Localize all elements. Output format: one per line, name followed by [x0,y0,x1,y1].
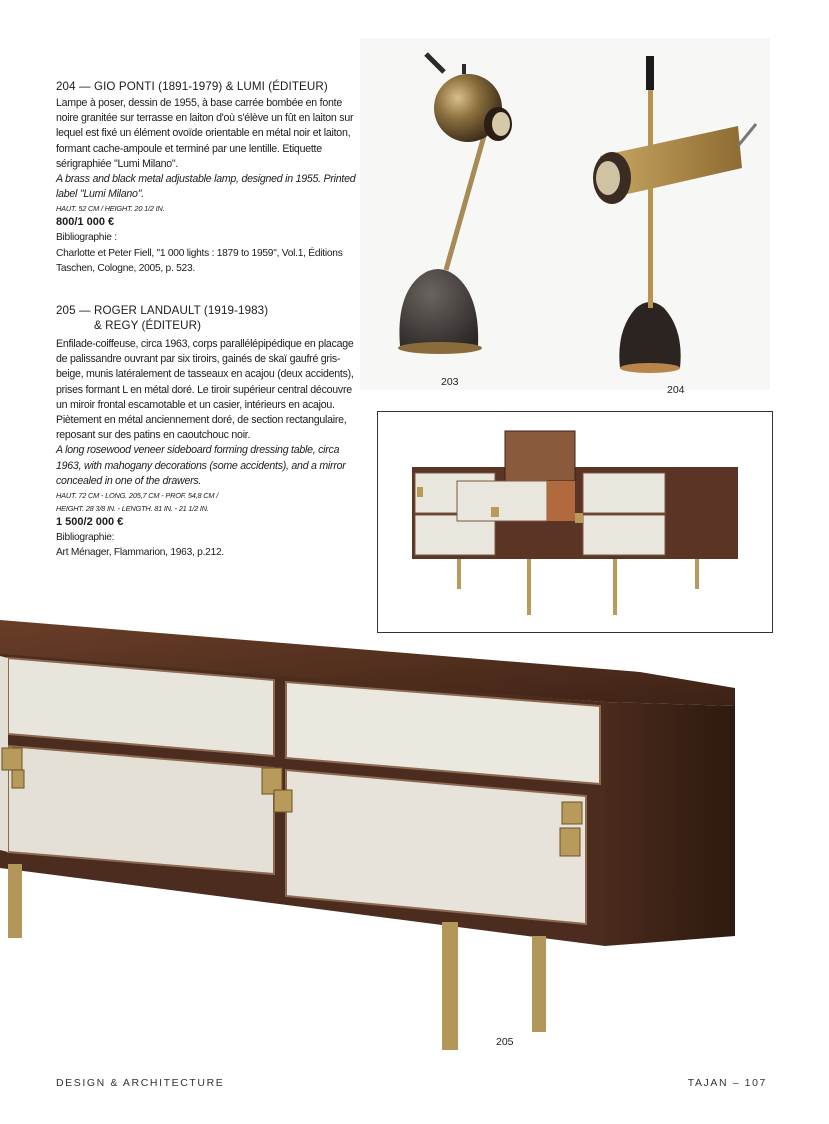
lot-205-biblio-label: Bibliographie: [56,532,115,544]
sideboard-inset-photo [377,411,773,633]
lot-204-description-en: A brass and black metal adjustable lamp, designed in 1955. Printed label "Lumi Milano". [56,173,356,201]
sideboard-side [605,702,735,946]
lot-205-header-line1: 205 — ROGER LANDAULT (1919-1983) [56,304,269,317]
caption-205: 205 [496,1036,514,1048]
lot-205-dimensions-line2: HEIGHT. 28 3/8 IN. - LENGTH. 81 IN. - 21 1/2 IN. [56,504,209,514]
lot-205-bibliography: Art Ménager, Flammarion, 1963, p.212. [56,547,224,559]
sideboard-large-photo [0,606,829,1066]
lot-205-description-en: A long rosewood veneer sideboard forming dressing table, circa 1963, with mahogany decorations (some accidents), and a mirror concealed in one of the drawers. [56,444,346,487]
caption-204: 204 [667,384,685,396]
lot-204-biblio-label: Bibliographie : [56,232,117,244]
footer-section-title: DESIGN & ARCHITECTURE [56,1077,225,1089]
lot-205-dimensions-line1: HAUT. 72 CM - LONG. 205,7 CM - PROF. 54,8 CM / [56,491,219,501]
lot-204-header: 204 — GIO PONTI (1891-1979) & LUMI (ÉDITEUR) [56,80,328,93]
lot-205-description-fr: Enfilade-coiffeuse, circa 1963, corps parallélépipédique en placage de palissandre ouvrant par six tiroirs, gainés de skaï gaufré gris-beige, munis latéralement de tasseaux en acajou (deux accidents), prises formant L en métal doré. Le tiroir supérieur central découvre un miroir frontal escamotable et un casier, intérieurs en acajou. Piètement en métal anciennement doré, de section rectangulaire, reposant sur des patins en caoutchouc noir. [56,338,354,442]
lot-204-description-fr: Lampe à poser, dessin de 1955, à base carrée bombée en fonte noire granitée sur terrasse en laiton d'où s'élève un fût en laiton sur lequel est fixé un élément ovoïde orientable en métal noir et laiton, formant cache-ampoule et terminé par une lentille. Etiquette sérigraphiée "Lumi Milano". [56,97,354,170]
lot-204-block [56,79,361,276]
lot-204-bibliography: Charlotte et Peter Fiell, "1 000 lights : 1879 to 1959", Vol.1, Éditions Taschen, Cologne, 2005, p. 523. [56,247,343,274]
lot-204-dimensions: HAUT. 52 CM / HEIGHT. 20 1/2 IN. [56,204,165,214]
lot-205-header-line2: & REGY (ÉDITEUR) [94,319,202,332]
caption-203: 203 [441,376,459,388]
footer-page-number: TAJAN – 107 [687,1077,767,1089]
lot-205-block [56,303,361,560]
lamps-photo [360,38,770,390]
lot-205-estimate: 1 500/2 000 € [56,516,124,529]
lot-204-estimate: 800/1 000 € [56,216,115,229]
